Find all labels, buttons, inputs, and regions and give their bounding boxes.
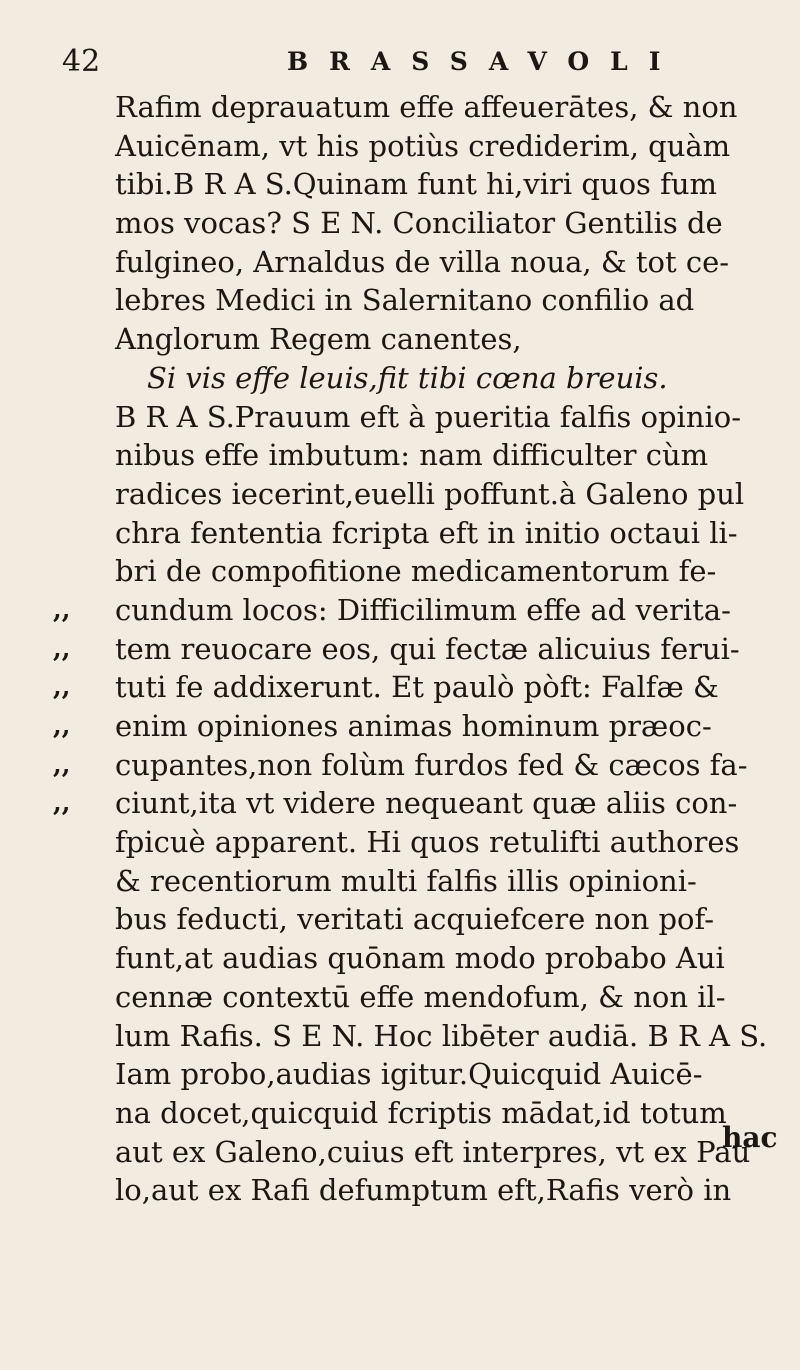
line-text: bus feducti, veritati acquiefcere non pof- bbox=[115, 902, 715, 937]
line-text: funt,at audias quōnam modo probabo Aui bbox=[115, 941, 725, 976]
text-line bbox=[53, 746, 795, 785]
text-line bbox=[115, 862, 795, 901]
text-line bbox=[115, 436, 795, 475]
quotation-marker: ,, bbox=[53, 711, 71, 740]
line-text: B R A S.Prauum eft à pueritia falfis opinio- bbox=[115, 399, 742, 434]
text-line bbox=[115, 514, 795, 553]
page-number: 42 bbox=[62, 44, 101, 79]
running-head: BRASSAVOLI bbox=[287, 47, 682, 76]
line-text: radices iecerint,euelli poffunt.à Galeno pul bbox=[115, 476, 745, 511]
text-line bbox=[115, 127, 795, 166]
text-line bbox=[53, 630, 795, 669]
body-text bbox=[53, 88, 795, 1210]
catchword: hac bbox=[722, 1121, 778, 1154]
line-text: lebres Medici in Salernitano confilio ad bbox=[115, 283, 695, 318]
text-line bbox=[115, 1171, 795, 1210]
quotation-marker: ,, bbox=[53, 633, 71, 663]
line-text: tibi.B R A S.Quinam funt hi,viri quos fum bbox=[115, 167, 718, 202]
line-text: cundum locos: Difficilimum effe ad verita- bbox=[115, 592, 731, 627]
line-text: Anglorum Regem canentes, bbox=[115, 322, 522, 357]
text-line bbox=[115, 823, 795, 862]
line-text: & recentiorum multi falfis illis opinioni- bbox=[115, 863, 697, 898]
quotation-marker: ,, bbox=[53, 672, 71, 702]
text-line bbox=[53, 591, 795, 630]
line-text: Iam probo,audias igitur.Quicquid Auicē- bbox=[115, 1057, 703, 1092]
line-text: tuti fe addixerunt. Et paulò pòft: Falfæ & bbox=[115, 670, 719, 705]
text-line bbox=[115, 552, 795, 591]
line-text: Auicēnam, vt his potiùs crediderim, quàm bbox=[115, 128, 731, 163]
text-line bbox=[115, 1094, 795, 1133]
text-line bbox=[115, 243, 795, 282]
text-line bbox=[115, 978, 795, 1017]
text-line bbox=[115, 1055, 795, 1094]
line-text: aut ex Galeno,cuius eft interpres, vt ex Pau bbox=[115, 1134, 751, 1169]
text-line bbox=[115, 939, 795, 978]
page-header bbox=[62, 42, 762, 86]
line-text: na docet,quicquid fcriptis mādat,id totum bbox=[115, 1095, 727, 1130]
quotation-marker: ,, bbox=[53, 594, 71, 624]
line-text: mos vocas? S E N. Conciliator Gentilis de bbox=[115, 206, 723, 241]
line-text: cennæ contextū effe mendofum, & non il- bbox=[115, 979, 726, 1014]
line-text: ciunt,ita vt videre nequeant quæ aliis con- bbox=[115, 786, 738, 821]
text-line bbox=[53, 668, 795, 707]
text-line bbox=[53, 707, 795, 746]
line-text: cupantes,non folùm furdos fed & cæcos fa- bbox=[115, 747, 748, 782]
text-line bbox=[53, 784, 795, 823]
line-text: lum Rafis. S E N. Hoc libēter audiā. B R A S. bbox=[115, 1018, 768, 1053]
text-line bbox=[115, 900, 795, 939]
quotation-marker: ,, bbox=[53, 749, 71, 779]
text-line bbox=[115, 1017, 795, 1056]
line-text: Rafim deprauatum effe affeuerātes, & non bbox=[115, 90, 738, 124]
text-line bbox=[115, 88, 795, 127]
text-line bbox=[115, 320, 795, 359]
text-line bbox=[115, 165, 795, 204]
quotation-marker: ,, bbox=[53, 788, 71, 818]
line-text: bri de compofitione medicamentorum fe- bbox=[115, 554, 717, 589]
line-text: nibus effe imbutum: nam difficulter cùm bbox=[115, 438, 709, 473]
text-line bbox=[115, 359, 795, 398]
line-text: enim opiniones animas hominum præoc- bbox=[115, 709, 712, 743]
text-line bbox=[115, 398, 795, 437]
text-line bbox=[115, 204, 795, 243]
line-text: Si vis effe leuis,fit tibi cœna breuis. bbox=[147, 360, 668, 395]
text-line bbox=[115, 1133, 795, 1172]
line-text: tem reuocare eos, qui fectæ alicuius ferui- bbox=[115, 631, 740, 666]
line-text: lo,aut ex Rafi defumptum eft,Rafis verò in bbox=[115, 1173, 732, 1208]
line-text: chra fententia fcripta eft in initio octaui li- bbox=[115, 515, 738, 550]
line-text: fulgineo, Arnaldus de villa noua, & tot ce- bbox=[115, 244, 730, 279]
line-text: fpicuè apparent. Hi quos retulifti authores bbox=[115, 825, 740, 860]
text-line bbox=[115, 475, 795, 514]
text-line bbox=[115, 281, 795, 320]
